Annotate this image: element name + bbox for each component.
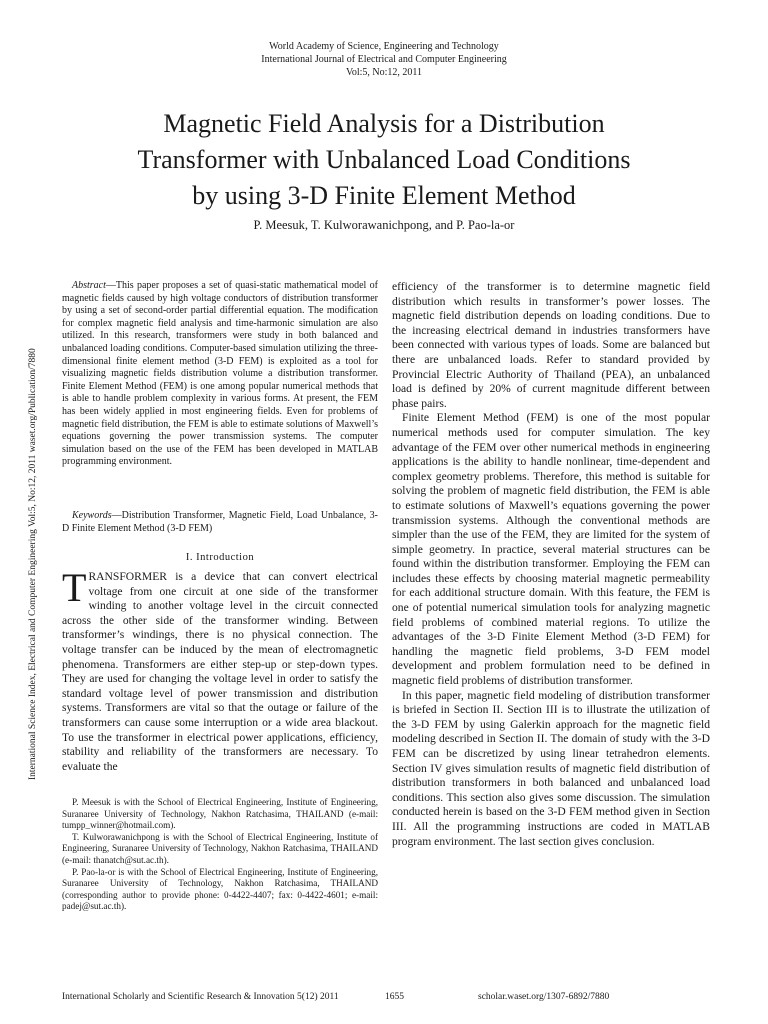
footnote: P. Pao-la-or is with the School of Electrical Engineering, Institute of Engineering, Suranaree University of Technology, Nakhon Ratchasima, THAILAND (corresponding author to provide phone: 0-4422-4407; fax: 0-4422-4601; e-mail: padej@sut.ac.th). (62, 866, 378, 912)
sidebar-citation: International Science Index, Electrical and Computer Engineering Vol:5, No:12, 2011 waset.org/Publication/7880 (28, 348, 38, 780)
author-footnotes (62, 797, 378, 913)
journal-header (0, 40, 768, 79)
abstract-label: Abstract (72, 280, 106, 291)
right-column (392, 280, 710, 849)
footnote: P. Meesuk is with the School of Electrical Engineering, Institute of Engineering, Suranaree University of Technology, Nakhon Ratchasima, THAILAND (e-mail: tumpp_winner@hotmail.com). (62, 797, 378, 831)
abstract (62, 280, 378, 469)
keywords (62, 510, 378, 535)
paragraph: In this paper, magnetic field modeling of distribution transformer is briefed in Section II. Section III is to illustrate the utilization of the 3-D FEM by using Galerkin approach for the magnetic field modeling described in Section II. The domain of study with the 3-D FEM can be discretized by using linear tetrahedron elements. Section IV gives simulation results of magnetic field distribution of distribution transformers in both balanced and unbalanced load conditions. This section also gives some discussion. The simulation conducted herein is based on the 3-D FEM method given in Section III. All the programming instructions are coded in MATLAB program environment. The last section gives conclusion. (392, 688, 710, 848)
introduction-text (62, 565, 378, 774)
footer-url: scholar.waset.org/1307-6892/7880 (478, 992, 610, 1002)
title-line-3: by using 3-D Finite Element Method (192, 181, 576, 210)
intro-lead: RANSFORMER (88, 570, 168, 583)
keywords-text: —Distribution Transformer, Magnetic Field, Load Unbalance, 3-D Finite Element Method (3-D FEM) (62, 510, 378, 534)
header-line-1: World Academy of Science, Engineering and Technology (269, 41, 499, 52)
title-line-1: Magnetic Field Analysis for a Distribution (163, 109, 605, 138)
keywords-label: Keywords (72, 510, 112, 521)
paragraph: Finite Element Method (FEM) is one of the most popular numerical methods used for computer simulation. The key advantage of the FEM over other numerical methods in engineering applications is the ability to handle nonlinear, time-dependent and complex geometry problems. Therefore, this method is suitable for solving the problem of magnetic field distribution, the FEM is able to estimate solutions of Maxwell’s equations governing the power transmission systems. Although the conventional methods are simpler than the use of the FEM, they are limited for the system of simple geometry. In practice, several material structures can be found within the distribution transformer. Employing the FEM can includes these effects by choosing material magnetic permeability for each additional structure domain. With this feature, the FEM is one of potential numerical simulation tools for analyzing magnetic field problems of combined material regions. To utilize the advantages of the 3-D Finite Element Method (3-D FEM) for handling the magnetic field problems, 3-D FEM model development and problem formulation need to be defined in magnetic field problems of distribution transformer. (392, 411, 710, 688)
section-heading-introduction: I. Introduction (185, 552, 255, 563)
footnote: T. Kulworawanichpong is with the School of Electrical Engineering, Institute of Engineering, Suranaree University of Technology, Nakhon Ratchasima, THAILAND (e-mail: thanatch@sut.ac.th). (62, 831, 378, 865)
header-line-3: Vol:5, No:12, 2011 (345, 67, 423, 78)
header-line-2: International Journal of Electrical and Computer Engineering (261, 54, 507, 65)
dropcap: T (62, 565, 87, 610)
paragraph: efficiency of the transformer is to determine magnetic field distribution which results in transformer’s power losses. The magnetic field distribution depends on loading conditions. Due to the increasing electrical demand in industries transformers have been connected with various types of loads. Some are balanced but there are unbalanced loads. Refer to standard provided by Provincial Electric Authority of Thailand (PEA), an unbalanced load is defined by 20% of current magnitude different between phase pairs. (392, 280, 710, 410)
paper-title (60, 106, 708, 214)
authors: P. Meesuk, T. Kulworawanichpong, and P. Pao-la-or (253, 218, 515, 232)
title-line-2: Transformer with Unbalanced Load Conditions (137, 145, 631, 174)
footer-page-number: 1655 (385, 992, 404, 1002)
abstract-text: —This paper proposes a set of quasi-static mathematical model of magnetic fields caused by high voltage conductors of distribution transformer by using a set of second-order partial differential equation. The modification for complex magnetic field analysis and time-harmonic simulation are also utilized. In this research, transformers were study in both balanced and unbalanced loading conditions. Computer-based simulation utilizing the three-dimensional finite element method (3-D FEM) is exploited as a tool for visualizing magnetic fields distribution volume a distribution transformer. Finite Element Method (FEM) is one among popular numerical methods that is able to handle problem complexity in various forms. At present, the FEM has been widely applied in most engineering fields. Even for problems of magnetic field distribution, the FEM is able to estimate solutions of Maxwell’s equations governing the power transmission systems. The computer simulation based on the use of the FEM has been developed in MATLAB programming environment. (62, 280, 378, 468)
footer-publisher: International Scholarly and Scientific Research & Innovation 5(12) 2011 (62, 992, 339, 1002)
intro-body: is a device that can convert electrical voltage from one circuit at one side of the transformer winding to another voltage level in the circuit connected across the other side of the transformer winding. Between transformer’s windings, there is no physical connection. The voltage transfer can be induced by the mean of electromagnetic phenomena. Transformers are either step-up or step-down types. They are used for changing the voltage level in order to satisfy the standard voltage level of power transmission and distribution systems. Transformers are vital so that the outage or failure of the transformers can cause some interruption or a wide area blackout. To use the transformer in electrical power applications, efficiency, stability and reliability of the transformers are necessary. To evaluate the (62, 570, 378, 773)
